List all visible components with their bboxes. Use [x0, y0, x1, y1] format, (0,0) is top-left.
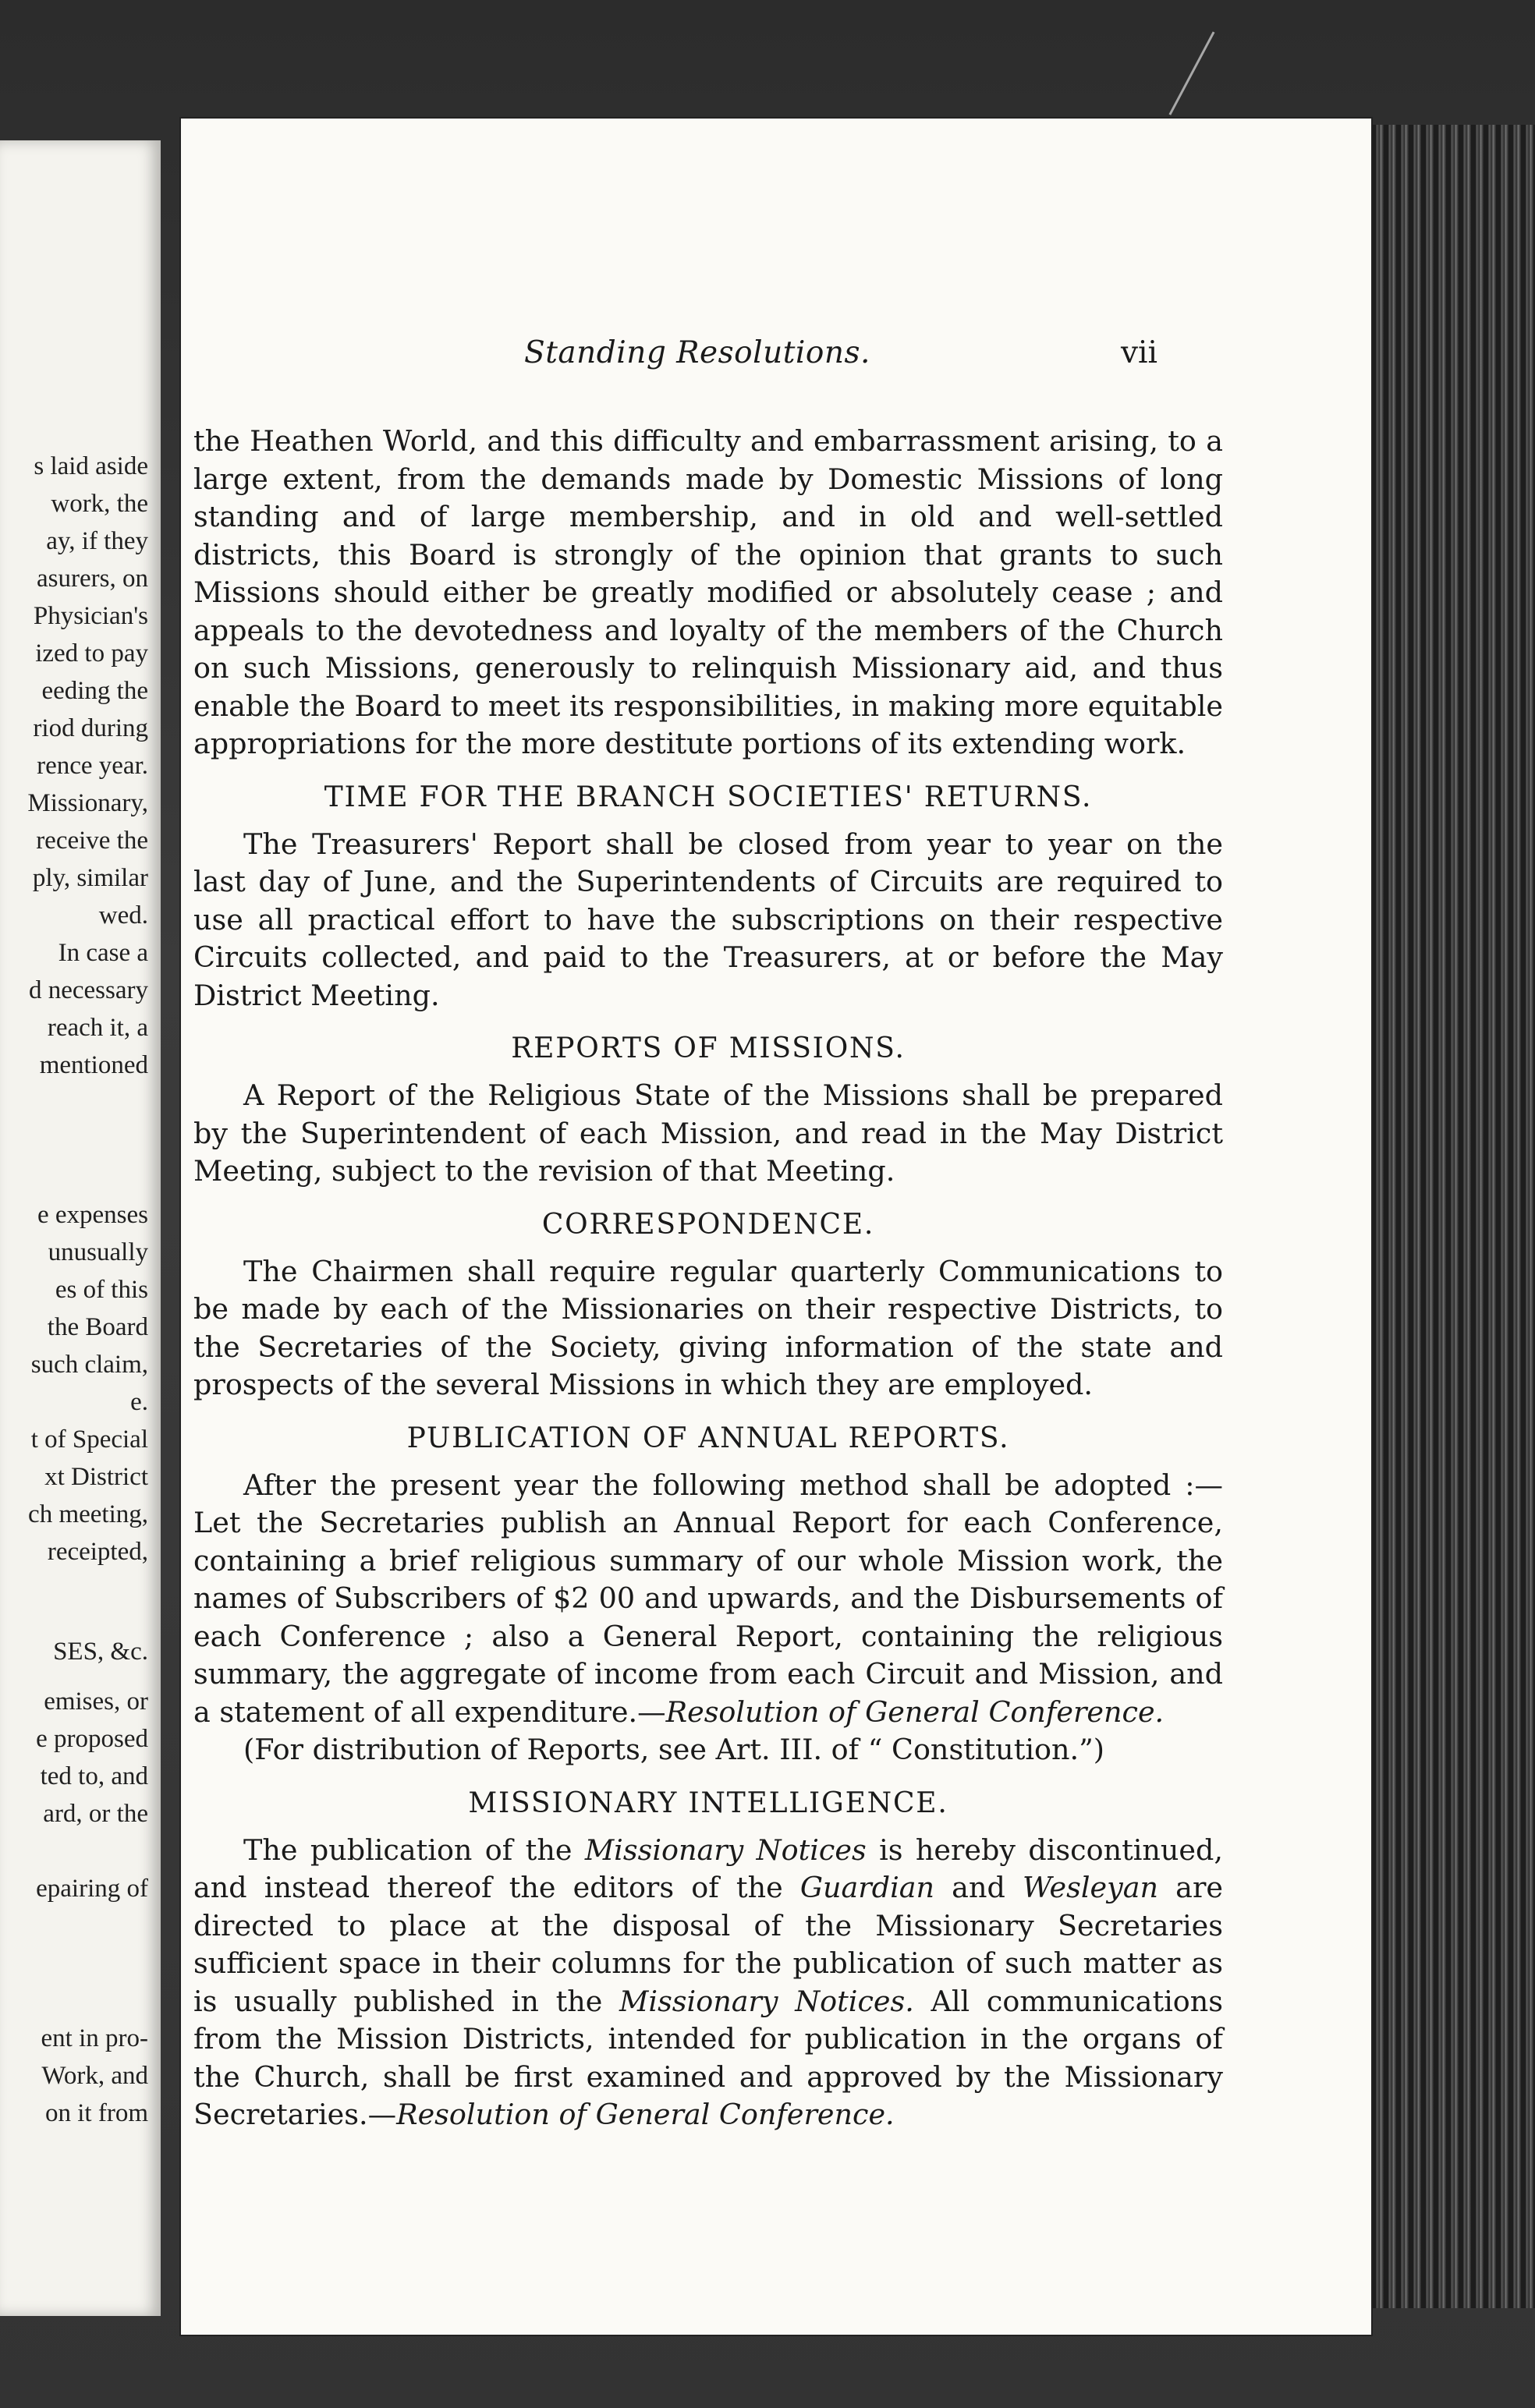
section-heading-returns: TIME FOR THE BRANCH SOCIETIES' RETURNS. [324, 781, 1093, 813]
section-heading-intelligence: MISSIONARY INTELLIGENCE. [468, 1787, 948, 1819]
facing-page-line: work, the [51, 490, 148, 518]
returns-paragraph: The Treasurers' Report shall be closed from year to year on the last day of June, and the Superintendents of Circuits are required to use all practical effort to have the subscriptions on their respective Circuits collected, and paid to the Treasurers, at or before the May District Meeting. [193, 827, 1223, 1012]
facing-page-line: ard, or the [43, 1800, 148, 1828]
facing-page-line: ted to, and [40, 1762, 148, 1790]
running-title: Standing Resolutions. [524, 335, 870, 370]
facing-page-line: Work, and [41, 2062, 148, 2090]
facing-page-line: e. [130, 1388, 148, 1416]
intel-text-a: The publication of the [243, 1833, 585, 1867]
facing-page-line: ay, if they [46, 527, 148, 555]
facing-page-line: eeding the [41, 677, 148, 705]
intel-ital-j: Resolution of General Conference. [396, 2098, 895, 2131]
facing-page-line: the Board [47, 1313, 148, 1341]
book-page [181, 119, 1371, 2335]
facing-page-line: reach it, a [47, 1014, 148, 1042]
facing-page-line: ch meeting, [28, 1500, 148, 1528]
facing-page-line: unusually [48, 1238, 148, 1266]
intel-text-e: and [934, 1871, 1023, 1904]
facing-page-line: e proposed [36, 1725, 148, 1753]
facing-page-line: riod during [33, 714, 148, 742]
publication-citation: Resolution of General Conference. [665, 1694, 1165, 1729]
facing-page-line: es of this [55, 1276, 148, 1304]
intro-paragraph: the Heathen World, and this difficulty and embarrassment arising, to a large extent, from the demands made by Domestic Missions of long standing and of large membership, and in old and well-settled districts, this Board is strongly of the opinion that grants to such Missions should either be greatly modified or absolutely cease ; and appeals to the devotedness and loyalty of the members of the Church on such Missions, generously to relinquish Missionary aid, and thus enable the Board to meet its responsibilities, in making more equitable appropriations for the more destitute portions of its extending work. [193, 424, 1223, 760]
facing-page-line: asurers, on [37, 565, 148, 593]
facing-page-line: Missionary, [27, 789, 148, 817]
intelligence-paragraph [193, 1832, 1223, 2134]
reports-paragraph: A Report of the Religious State of the Missions shall be prepared by the Superintendent of each Mission, and read in the May District Meeting, subject to the revision of that Meeting. [193, 1078, 1223, 1188]
facing-page-line: s laid aside [34, 452, 148, 480]
facing-page-line: such claim, [30, 1351, 148, 1379]
page-number: vii [1121, 335, 1157, 370]
correspondence-paragraph: The Chairmen shall require regular quarterly Communications to be made by each of the Missionaries on their respective Districts, to the Secretaries of the Society, giving information of the state and prospects of the several Missions in which they are employed. [193, 1254, 1223, 1401]
facing-page-line: emises, or [44, 1687, 148, 1716]
page-edges [1371, 125, 1535, 2308]
publication-paragraph [193, 1467, 1223, 1732]
facing-page-line: wed. [98, 901, 148, 930]
intel-ital-f: Wesleyan [1022, 1871, 1159, 1904]
facing-page-line: epairing of [36, 1875, 148, 1903]
section-heading-correspondence: CORRESPONDENCE. [541, 1208, 875, 1241]
facing-page-line: receive the [36, 827, 148, 855]
facing-page-line: ent in pro- [41, 2024, 148, 2052]
publication-text: After the present year the following method shall be adopted :— Let the Secretaries publish an Annual Report for each Conference, containing a brief religious summary of our whole Mission work, the names of Subscribers of $2 00 and upwards, and the Disbursements of each Conference ; also a General Report, containing the religious summary, the aggregate of income from each Circuit and Mission, and a statement of all expenditure.— [193, 1468, 1223, 1729]
intel-text-i: All communications from the Mission Districts, intended for publication in the organs of the Church, shall be first examined and approved by the Missionary Secretaries.— [193, 1984, 1223, 2131]
facing-page-line: e expenses [37, 1201, 148, 1229]
facing-page-line: ized to pay [35, 639, 148, 668]
facing-page-line: on it from [45, 2099, 148, 2127]
intel-text-c: is hereby discontinued, and instead thereof the editors of the [193, 1833, 1223, 1904]
facing-page-line: Physician's [33, 602, 148, 630]
facing-page-line: t of Special [30, 1425, 148, 1454]
facing-page-line: ply, similar [32, 864, 148, 892]
section-heading-publication: PUBLICATION OF ANNUAL REPORTS. [406, 1422, 1010, 1454]
intel-ital-h: Missionary Notices. [619, 1984, 914, 2018]
facing-page-left [0, 140, 161, 2316]
facing-page-line: d necessary [28, 976, 148, 1004]
intel-ital-b: Missionary Notices [584, 1833, 867, 1867]
page-body [193, 423, 1223, 2134]
section-heading-reports: REPORTS OF MISSIONS. [511, 1032, 906, 1064]
facing-page-line: mentioned [39, 1051, 148, 1079]
facing-page-line: receipted, [47, 1538, 148, 1566]
running-head [181, 335, 1371, 382]
intel-text-g: are directed to place at the disposal of the Missionary Secretaries sufficient space in their columns for the publication of such matter as is usually published in the [193, 1871, 1223, 2018]
facing-page-line: SES, &c. [53, 1638, 148, 1666]
facing-page-line: xt District [44, 1463, 148, 1491]
intel-ital-d: Guardian [799, 1871, 935, 1904]
publication-note: (For distribution of Reports, see Art. III. of “ Constitution.”) [243, 1733, 1105, 1766]
facing-page-line: rence year. [37, 752, 148, 780]
facing-page-line: In case a [58, 939, 148, 967]
